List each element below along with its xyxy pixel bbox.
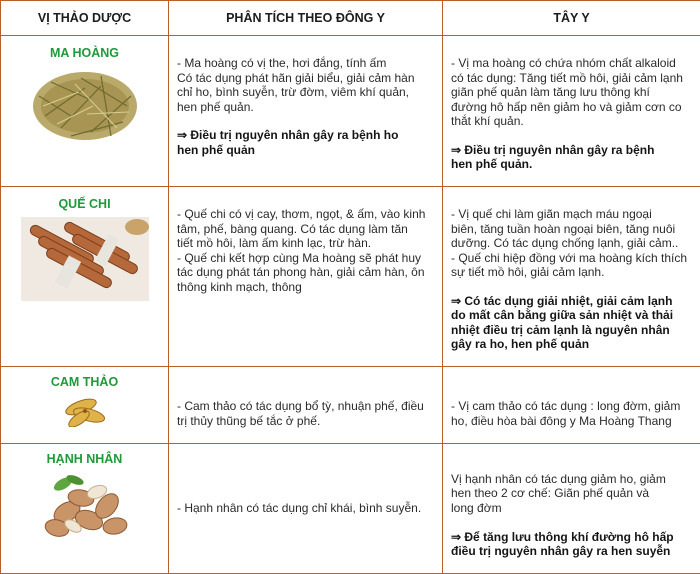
que-chi-cinnamon-image [21,217,149,301]
header-tay-y: TÂY Y [443,1,700,36]
tay-y-text: - Vị ma hoàng có chứa nhóm chất alkaloid có tác dụng: Tăng tiết mồ hôi, giải cảm lạnh giãn phế quản làm tăng lưu thông khí đường hô hấp nên giảm ho và giảm cơn co thắt khí quản. [451,56,694,128]
tay-y-cell [443,366,700,443]
herb-name: QUẾ CHI [1,197,168,211]
table-row [1,366,700,443]
header-herb: VỊ THẢO DƯỢC [1,1,169,36]
table-header-row [1,1,700,36]
table-row [1,187,700,367]
herb-cell [1,187,169,367]
herb-cell [1,443,169,573]
table-row [1,443,700,573]
dong-y-cell [169,187,443,367]
tay-y-cell [443,443,700,573]
dong-y-text: - Quế chi có vị cay, thơm, ngọt, & ấm, vào kinh tâm, phế, bàng quang. Có tác dụng làm tăn tiết mồ hôi, làm ấm kinh lạc, trừ hàn. - Quế chi kết hợp cùng Ma hoàng sẽ phát huy tác dụng phát tán phong hàn, giải cảm hàn, ôn thông kinh mạch, thông [177,207,436,293]
dong-y-cell [169,36,443,187]
cam-thao-licorice-image [61,393,109,427]
tay-y-text: - Vị cam thảo có tác dụng : long đờm, giảm ho, điều hòa bài đông y Ma Hoàng Thang [451,399,694,428]
herb-cell [1,366,169,443]
herb-name: HẠNH NHÂN [1,452,168,466]
hanh-nhan-almond-image [37,470,133,540]
tay-y-cell [443,36,700,187]
dong-y-text: - Hạnh nhân có tác dụng chỉ khái, bình suyễn. [177,501,421,515]
tay-y-conclusion: ⇒ Để tăng lưu thông khí đường hô hấp điều trị nguyên nhân gây ra hen suyễn [451,530,694,559]
herb-name: MA HOÀNG [1,46,168,60]
dong-y-cell [169,366,443,443]
header-dong-y: PHÂN TÍCH THEO ĐÔNG Y [169,1,443,36]
table-row [1,36,700,187]
dong-y-text: - Cam thảo có tác dụng bổ tỳ, nhuận phế, điều trị thủy thũng bế tắc ở phế. [177,399,436,428]
ma-hoang-herb-image [31,66,139,142]
herb-cell [1,36,169,187]
tay-y-cell [443,187,700,367]
tay-y-conclusion: ⇒ Có tác dụng giải nhiệt, giải cảm lạnh do mất cân bằng giữa sản nhiệt và thải nhiệt điều trị cảm lạnh là nguyên nhân gây ra ho, hen phế quản [451,294,694,352]
herb-name: CAM THẢO [1,375,168,389]
tay-y-text: - Vị quế chi làm giãn mạch máu ngoại biên, tăng tuần hoàn ngoại biên, tăng nuôi dưỡng. Có tác dụng chống lạnh, giải cảm.. - Quế chi hiệp đồng với ma hoàng kích thích sự tiết mồ hôi, giải cảm lạnh. [451,207,694,279]
dong-y-conclusion: ⇒ Điều trị nguyên nhân gây ra bệnh ho hen phế quản [177,128,436,157]
dong-y-cell [169,443,443,573]
tay-y-text: Vị hạnh nhân có tác dụng giảm ho, giảm hen theo 2 cơ chế: Giãn phế quản và long đờm [451,472,694,515]
tay-y-conclusion: ⇒ Điều trị nguyên nhân gây ra bệnh hen phế quản. [451,143,694,172]
dong-y-text: - Ma hoàng có vị the, hơi đắng, tính ấm Có tác dụng phát hãn giải biểu, giải cảm hàn chỉ ho, bình suyễn, trừ đờm, viêm khí quản, hen phế quản. [177,56,436,114]
